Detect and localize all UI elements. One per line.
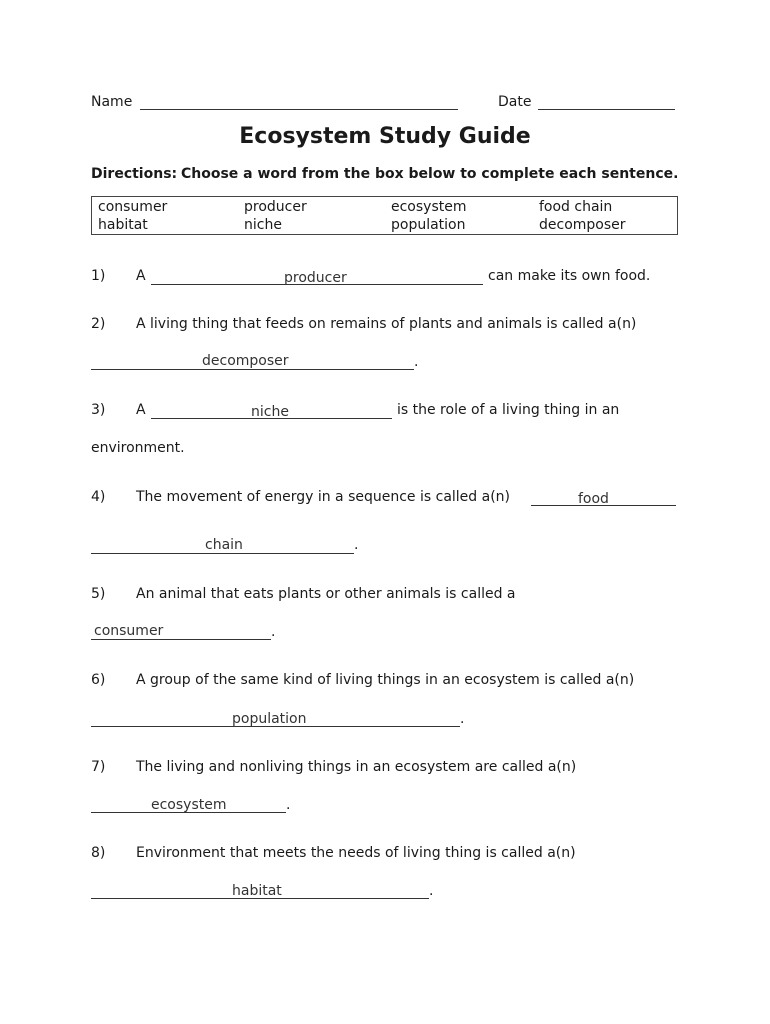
answer-blank[interactable]	[91, 369, 414, 370]
question-text: .	[460, 711, 465, 727]
question-text: .	[429, 883, 434, 899]
question-text: A living thing that feeds on remains of plants and animals is called a(n)	[136, 316, 637, 332]
date-field[interactable]	[538, 109, 675, 110]
question-number: 5)	[91, 586, 106, 602]
question-number: 2)	[91, 316, 106, 332]
directions-label: Directions:	[91, 166, 178, 182]
question-number: 1)	[91, 268, 106, 284]
question-text: .	[414, 354, 419, 370]
name-field[interactable]	[140, 109, 458, 110]
name-label: Name	[91, 94, 133, 110]
word-bank	[91, 196, 678, 235]
question-text: environment.	[91, 440, 185, 456]
word-bank-item: habitat	[98, 217, 148, 233]
answer-blank[interactable]	[91, 639, 271, 640]
word-bank-item: ecosystem	[391, 199, 467, 215]
answer-text: population	[232, 711, 307, 727]
question-text: .	[271, 624, 276, 640]
answer-text: niche	[251, 404, 289, 420]
question-number: 7)	[91, 759, 106, 775]
page-title: Ecosystem Study Guide	[239, 124, 531, 149]
question-text: .	[286, 797, 291, 813]
question-text: is the role of a living thing in an	[397, 402, 620, 418]
answer-text: habitat	[232, 883, 282, 899]
question-number: 8)	[91, 845, 106, 861]
word-bank-item: producer	[244, 199, 307, 215]
question-text: A	[136, 402, 146, 418]
answer-text: food	[578, 491, 609, 507]
word-bank-item: decomposer	[539, 217, 626, 233]
answer-text: consumer	[94, 623, 164, 639]
answer-text: chain	[205, 537, 243, 553]
answer-text: decomposer	[202, 353, 289, 369]
word-bank-item: niche	[244, 217, 282, 233]
word-bank-item: food chain	[539, 199, 613, 215]
question-text: can make its own food.	[488, 268, 651, 284]
directions-text: Choose a word from the box below to complete each sentence.	[181, 166, 679, 182]
question-text: A	[136, 268, 146, 284]
question-text: A group of the same kind of living things in an ecosystem is called a(n)	[136, 672, 635, 688]
question-number: 6)	[91, 672, 106, 688]
question-text: The living and nonliving things in an ecosystem are called a(n)	[136, 759, 577, 775]
word-bank-item: population	[391, 217, 466, 233]
answer-text: producer	[284, 270, 347, 286]
answer-text: ecosystem	[151, 797, 227, 813]
question-number: 3)	[91, 402, 106, 418]
question-text: The movement of energy in a sequence is called a(n)	[136, 489, 511, 505]
question-text: An animal that eats plants or other animals is called a	[136, 586, 516, 602]
question-text: .	[354, 537, 359, 553]
question-number: 4)	[91, 489, 106, 505]
answer-blank[interactable]	[91, 553, 354, 554]
date-label: Date	[498, 94, 532, 110]
question-text: Environment that meets the needs of living thing is called a(n)	[136, 845, 576, 861]
word-bank-item: consumer	[98, 199, 168, 215]
